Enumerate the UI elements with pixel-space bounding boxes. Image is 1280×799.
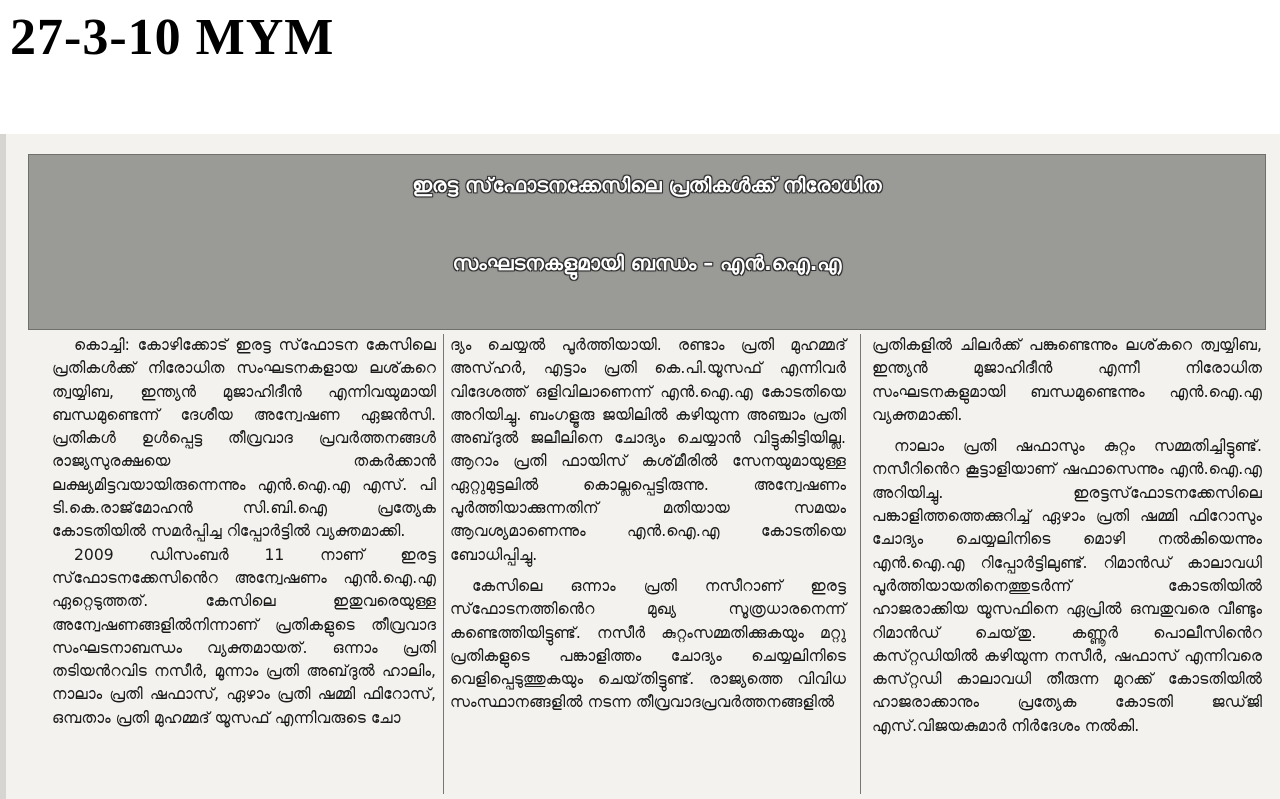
newspaper-clipping <box>0 134 1280 799</box>
column-1-paragraph-1: കൊച്ചി: കോഴിക്കോട്‌ ഇരട്ട സ്‌ഫോടന കേസിലെ പ്രതികൾക്ക്‌ നിരോധിത സംഘടനകളായ ലശ്‌കറെ ത്വയ്യിബ, ഇന്ത്യൻ മുജാഹിദീൻ എന്നിവയുമായി ബന്ധമുണ്ടെന്ന്‌ ദേശീയ അന്വേഷണ ഏജൻസി. പ്രതികൾ ഉൾപ്പെട്ട തീവ്രവാദ പ്രവർത്തനങ്ങൾ രാജ്യസുരക്ഷയെ തകർക്കാൻ ലക്ഷ്യമിട്ടവയായിരുന്നെന്നും എൻ.ഐ.എ എസ്‌. പി ടി.കെ.രാജ്‌മോഹൻ സി.ബി.ഐ പ്രത്യേക കോടതിയിൽ സമർപ്പിച്ച റിപ്പോർട്ടിൽ വ്യക്തമാക്കി. <box>52 336 436 541</box>
article-column-2 <box>450 334 846 715</box>
article-column-1 <box>52 334 436 730</box>
column-2-paragraph-2: കേസിലെ ഒന്നാം പ്രതി നസീറാണ്‌ ഇരട്ട സ്‌ഫോടനത്തിൻെറ മുഖ്യ സൂത്രധാരനെന്ന്‌ കണ്ടെത്തിയിട്ടുണ്ട്‌. നസീർ കുറ്റംസമ്മതിക്കുകയും മറ്റു പ്രതികളുടെ പങ്കാളിത്തം ചോദ്യം ചെയ്യലിനിടെ വെളിപ്പെടുത്തുകയും ചെയ്‌തിട്ടുണ്ട്‌. രാജ്യത്തെ വിവിധ സംസ്ഥാനങ്ങളിൽ നടന്ന തീവ്രവാദപ്രവർത്തനങ്ങളിൽ <box>450 576 846 712</box>
column-3-paragraph-2: നാലാം പ്രതി ഷഫാസും കുറ്റം സമ്മതിച്ചിട്ടുണ്ട്‌. നസീറിൻെറ കൂട്ടാളിയാണ്‌ ഷഫാസെന്നും എൻ.ഐ.എ അറിയിച്ചു. ഇരട്ടസ്‌ഫോടനക്കേസിലെ പങ്കാളിത്തത്തെക്കുറിച്ച്‌ ഏഴാം പ്രതി ഷമ്മി ഫിറോസും ചോദ്യം ചെയ്യലിനിടെ മൊഴി നൽകിയെന്നും എൻ.ഐ.എ റിപ്പോർട്ടിലുണ്ട്‌. റിമാൻഡ്‌ കാലാവധി പൂർത്തിയായതിനെത്തുടർന്ന്‌ കോടതിയിൽ ഹാജരാക്കിയ യൂസഫിനെ ഏപ്രിൽ ഒമ്പതുവരെ വീണ്ടും റിമാൻഡ്‌ ചെയ്‌തു. കണ്ണൂർ പൊലീസിൻെറ കസ്‌റ്റഡിയിൽ കഴിയുന്ന നസീർ, ഷഫാസ്‌ എന്നിവരെ കസ്‌റ്റഡി കാലാവധി തീരുന്ന മുറക്ക്‌ കോടതിയിൽ ഹാജരാക്കാനും പ്രത്യേക കോടതി ജഡ്‌ജി എസ്‌.വിജയകുമാർ നിർദേശം നൽകി. <box>872 437 1262 735</box>
column-divider-2 <box>860 334 861 794</box>
column-3-paragraph-1: പ്രതികളിൽ ചിലർക്ക്‌ പങ്കുണ്ടെന്നും ലശ്‌കറെ ത്വയ്യിബ, ഇന്ത്യൻ മുജാഹിദീൻ എന്നീ നിരോധിത സംഘടനകളുമായി ബന്ധമുണ്ടെന്നും എൻ.ഐ.എ വ്യക്തമാക്കി. <box>872 336 1262 424</box>
clipping-edge <box>0 134 6 799</box>
column-divider-1 <box>443 334 444 794</box>
headline-line-1: ഇരട്ട സ്‌ഫോടനക്കേസിലെ പ്രതികൾക്ക്‌ നിരോധിത <box>412 173 882 197</box>
column-1-paragraph-2: 2009 ഡിസംബർ 11 നാണ്‌ ഇരട്ട സ്‌ഫോടനക്കേസിൻെറ അന്വേഷണം എൻ.ഐ.എ ഏറ്റെടുത്തത്‌. കേസിലെ ഇതുവരെയുള്ള അന്വേഷണങ്ങളിൽനിന്നാണ്‌ പ്രതികളുടെ തീവ്രവാദ സംഘടനാബന്ധം വ്യക്തമായത്‌. ഒന്നാം പ്രതി തടിയൻറവിട നസീർ, മൂന്നാം പ്രതി അബ്‌ദുൽ ഹാലിം, നാലാം പ്രതി ഷഫാസ്‌, ഏഴാം പ്രതി ഷമ്മി ഫിറോസ്‌, ഒമ്പതാം പ്രതി മുഹമ്മദ്‌ യൂസഫ്‌ എന്നിവരുടെ ചോ <box>52 545 436 727</box>
clipping-date-label: 27-3-10 MYM <box>10 9 335 66</box>
headline-banner <box>28 154 1266 330</box>
column-2-paragraph-1: ദ്യം ചെയ്യൽ പൂർത്തിയായി. രണ്ടാം പ്രതി മുഹമ്മദ്‌ അസ്‌ഹർ, എട്ടാം പ്രതി കെ.പി.യൂസഫ്‌ എന്നിവർ വിദേശത്ത്‌ ഒളിവിലാണെന്ന്‌ എൻ.ഐ.എ കോടതിയെ അറിയിച്ചു. ബംഗളൂരു ജയിലിൽ കഴിയുന്ന അഞ്ചാം പ്രതി അബ്‌ദുൽ ജലീലിനെ ചോദ്യം ചെയ്യാൻ വിട്ടുകിട്ടിയില്ല. ആറാം പ്രതി ഫായിസ്‌ കശ്‌മീരിൽ സേനയുമായുള്ള ഏറ്റുമുട്ടലിൽ കൊല്ലപ്പെട്ടിരുന്നു. അന്വേഷണം പൂർത്തിയാക്കുന്നതിന്‌ മതിയായ സമയം ആവശ്യമാണെന്നും എൻ.ഐ.എ കോടതിയെ ബോധിപ്പിച്ചു. <box>450 336 846 564</box>
headline-line-2: സംഘടനകളുമായി ബന്ധം – എൻ.ഐ.എ <box>452 251 842 275</box>
article-column-3 <box>872 334 1262 738</box>
